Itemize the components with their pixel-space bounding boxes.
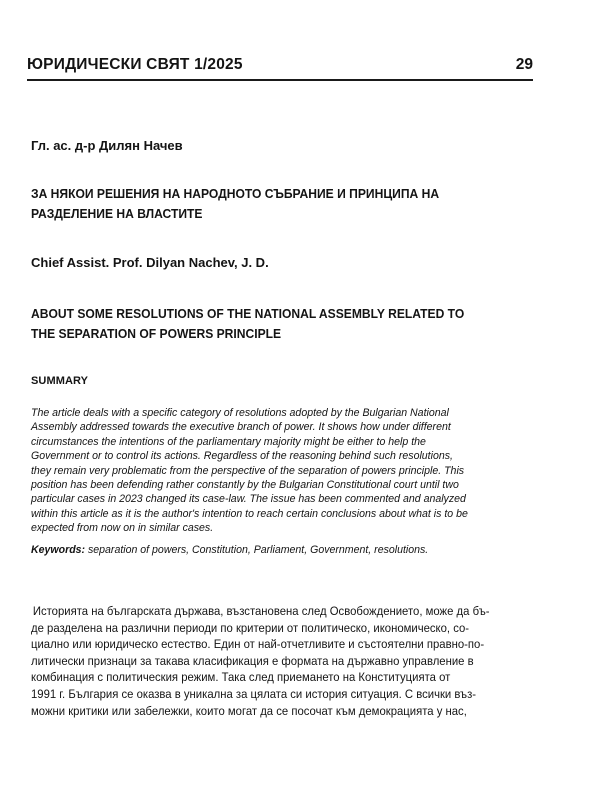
author-bg: Гл. ас. д-р Дилян Начев [31, 138, 183, 153]
page-number: 29 [515, 56, 533, 73]
body-line: можни критики или забележки, които могат да се посочат към демокрацията у нас, [31, 703, 467, 718]
body-line: литически признаци за такава класификация е формата на държавно управление в [31, 653, 474, 668]
body-text [31, 603, 541, 719]
body-line: 1991 г. България се оказва в уникална за цялата си история ситуация. С всички въз- [31, 686, 477, 701]
author-en: Chief Assist. Prof. Dilyan Nachev, J. D. [31, 255, 269, 270]
title-bg-line: ЗА НЯКОИ РЕШЕНИЯ НА НАРОДНОТО СЪБРАНИЕ И ПРИНЦИПА НА [31, 186, 440, 201]
keywords-label: Keywords: [31, 544, 86, 556]
abstract-line: they remain very problematic from the perspective of the separation of powers principle. This [31, 464, 465, 477]
keywords-text: separation of powers, Constitution, Parliament, Government, resolutions. [85, 544, 429, 556]
abstract-line: Assembly addressed towards the executive branch of power. It shows how under different [31, 421, 451, 434]
title-bg [31, 184, 439, 224]
body-line: де разделена на различни периоди по критерии от политическо, икономическо, со- [31, 620, 470, 635]
abstract-line: position has been defending rather constantly by the Bulgarian Constitutional court until two [31, 479, 459, 492]
body-line: комбинация с политическия режим. Така след приемането на Конституцията от [31, 670, 451, 685]
running-head [27, 56, 533, 76]
abstract-line: The article deals with a specific category of resolutions adopted by the Bulgarian National [31, 407, 449, 419]
abstract-line: expected from now on in similar cases. [31, 522, 214, 535]
title-en-line: THE SEPARATION OF POWERS PRINCIPLE [31, 326, 282, 341]
abstract-line: Government or to control its actions. Regardless of the reasoning behind such resolutions, [31, 450, 453, 463]
header-rule [27, 79, 533, 81]
summary-heading: SUMMARY [31, 375, 89, 387]
abstract-line: within this article as it is the author's intention to reach certain conclusions about what is to be [31, 507, 468, 520]
abstract-line: particular cases in 2023 changed its case-law. The issue has been commented and analyzed [31, 493, 466, 506]
body-line: Историята на българската държава, възстановена след Освобождението, може да бъ- [32, 604, 490, 618]
title-en [31, 304, 464, 344]
title-en-line: ABOUT SOME RESOLUTIONS OF THE NATIONAL ASSEMBLY RELATED TO [31, 306, 465, 321]
journal-title: ЮРИДИЧЕСКИ СВЯТ 1/2025 [27, 56, 243, 73]
body-line: циално или юридическо естество. Един от най-отчетливите и състоятелни правно-по- [31, 637, 485, 652]
title-bg-line: РАЗДЕЛЕНИЕ НА ВЛАСТИТЕ [31, 206, 203, 221]
keywords [31, 544, 428, 556]
abstract [31, 406, 537, 536]
abstract-line: circumstances the intentions of the parliamentary majority might be either to help the [31, 435, 426, 448]
